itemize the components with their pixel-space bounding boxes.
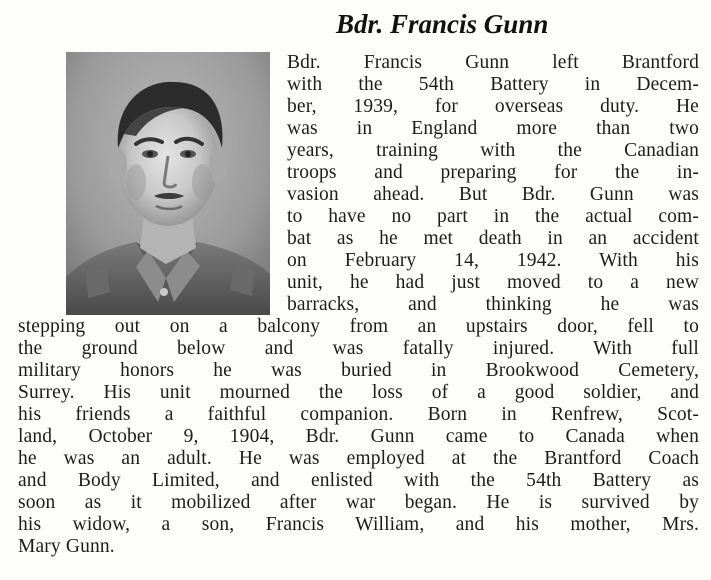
text-line: barracks, and thinking he was bbox=[287, 294, 699, 315]
text-line: years, training with the Canadian bbox=[287, 140, 699, 161]
text-line: with the 54th Battery in Decem- bbox=[287, 74, 699, 95]
text-line: troops and preparing for the in- bbox=[287, 162, 699, 183]
text-line: land, October 9, 1904, Bdr. Gunn came to Canada when bbox=[18, 426, 699, 447]
text-line: he was an adult. He was employed at the Brantford Coach bbox=[18, 448, 699, 469]
text-line: Bdr. Francis Gunn left Brantford bbox=[287, 52, 699, 73]
text-line: his friends a faithful companion. Born in Renfrew, Scot- bbox=[18, 404, 699, 425]
text-line: Mary Gunn. bbox=[18, 536, 115, 557]
text-line: to have no part in the actual com- bbox=[287, 206, 699, 227]
text-line: soon as it mobilized after war began. He is survived by bbox=[18, 492, 699, 513]
portrait-photo bbox=[66, 52, 270, 315]
text-line: Surrey. His unit mourned the loss of a good soldier, and bbox=[18, 382, 699, 403]
text-line: bat as he met death in an accident bbox=[287, 228, 699, 249]
text-line: the ground below and was fatally injured. With full bbox=[18, 338, 699, 359]
text-line: on February 14, 1942. With his bbox=[287, 250, 699, 271]
portrait-image bbox=[66, 52, 270, 315]
text-line: ber, 1939, for overseas duty. He bbox=[287, 96, 699, 117]
text-line: military honors he was buried in Brookwood Cemetery, bbox=[18, 360, 699, 381]
article-title: Bdr. Francis Gunn bbox=[336, 9, 549, 39]
text-line: was in England more than two bbox=[287, 118, 699, 139]
text-line: unit, he had just moved to a new bbox=[287, 272, 699, 293]
text-line: vasion ahead. But Bdr. Gunn was bbox=[287, 184, 699, 205]
text-line: and Body Limited, and enlisted with the 54th Battery as bbox=[18, 470, 699, 491]
text-line: stepping out on a balcony from an upstairs door, fell to bbox=[18, 316, 699, 337]
text-line: his widow, a son, Francis William, and his mother, Mrs. bbox=[18, 514, 699, 535]
